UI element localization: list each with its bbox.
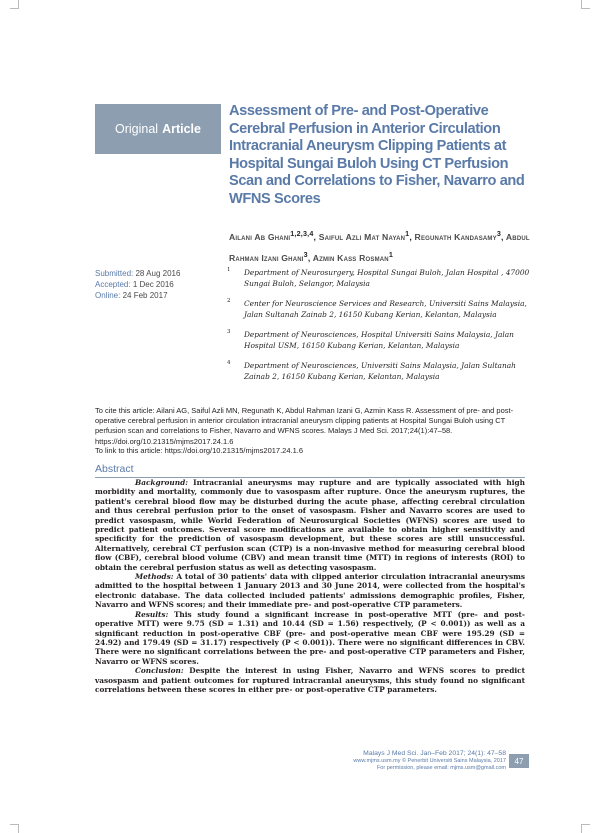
- page-number: 47: [509, 754, 529, 768]
- affiliation-text: Department of Neurosciences, Universiti Sains Malaysia, Jalan Sultanah Zainab 2, 16150 Kubang Kerian, Kelantan, Malaysia: [244, 361, 516, 381]
- affiliation-text: Center for Neuroscience Services and Research, Universiti Sains Malaysia, Jalan Sultanah Zainab 2, 16150 Kubang Kerian, Kelantan, Malaysia: [244, 299, 527, 319]
- journal-site: www.mjms.usm.my © Penerbit Universiti Sains Malaysia, 2017: [353, 758, 506, 764]
- author-sup: 1: [388, 250, 394, 259]
- affiliation-text: Department of Neurosciences, Hospital Universiti Sains Malaysia, Jalan Hospital USM, 16150 Kubang Kerian, Kelantan, Malaysia: [244, 330, 514, 350]
- affiliation-item: [227, 360, 542, 382]
- author-name: Saiful Azli Mat Nayan: [318, 231, 406, 242]
- abstract-background: [95, 478, 525, 572]
- journal-reference: Malays J Med Sci. Jan–Feb 2017; 24(1): 47–58: [363, 750, 506, 757]
- author-sup: 1,2,3,4: [290, 230, 314, 238]
- article-type-prefix: Original: [115, 122, 159, 136]
- affiliation-item: [227, 298, 542, 320]
- accepted-label: Accepted:: [95, 280, 131, 289]
- author-sup: 3: [496, 230, 502, 238]
- abstract-methods: [95, 572, 525, 610]
- conclusion-label: Conclusion:: [135, 666, 184, 676]
- crop-mark: [10, 824, 19, 833]
- affiliation-number: 2: [227, 298, 231, 304]
- online-label: Online:: [95, 291, 121, 300]
- article-dates: [95, 268, 220, 301]
- author-name: Azmin Kass Rosman: [312, 252, 389, 263]
- submitted-label: Submitted:: [95, 269, 134, 278]
- article-title: Assessment of Pre- and Post-Operative Cerebral Perfusion in Anterior Circulation Intracranial Aneurysm Clipping Patients at Hospital Sungai Buloh Using CT Perfusion Scan and Correlations to Fisher, Navarro and WFNS Scores: [229, 103, 525, 207]
- author-sup: 3: [303, 250, 308, 259]
- abstract-body: [95, 478, 525, 694]
- background-text: Intracranial aneurysms may rupture and are typically associated with high morbidity and mortality, commonly due to vasospasm after rupture. Once the aneurysm ruptures, the patient's cerebral blood flow may be disturbed during the acute phase, affecting cerebral circulation and thus cerebral perfusion prior to the onset of vasospasm. Fisher and Navarro scores are used to predict vasospasm, while World Federation of Neurosurgical Societies (WFNS) scores are used to predict patient outcomes. Several score modifications are available to obtain higher sensitivity and specificity for the prediction of vasospasm development, but these scores are still unsuccessful. Alternatively, cerebral CT perfusion scan (CTP) is a non-invasive method for measuring cerebral blood flow (CBF), cerebral blood volume (CBV) and mean transit time (MTT) in regions of interests (ROI) to obtain the cerebral perfusion status as well as detecting vasospasm.: [95, 478, 525, 572]
- permission-note: For permission, please email: mjms.usm@gmail.com: [376, 765, 506, 771]
- conclusion-text: Despite the interest in using Fisher, Navarro and WFNS scores to predict vasospasm and patient outcomes for ruptured intracranial aneurysms, this study found no significant correlations between these scores in either pre- or post-operative CTP parameters.: [95, 666, 526, 694]
- results-text: This study found a significant increase in post-operative MTT (pre- and post-operative MTT) were 9.75 (SD = 1.31) and 10.44 (SD = 1.56) respectively, (P < 0.001)) as well as a significant reduction in post-operative CBF (pre- and post-operative mean CBF were 195.29 (SD = 24.92) and 179.49 (SD = 31.17) respectively (P < 0.001)). There were no significant differences in CBV. There were no significant correlations between the pre- and post-operative CTP parameters and Fisher, Navarro or WFNS scores.: [95, 609, 525, 666]
- methods-text: A total of 30 patients' data with clipped anterior circulation intracranial aneurysms admitted to the hospital between 1 January 2013 and 30 June 2014, were collected from the hospital's electronic database. The data collected included patients' admissions demographic profiles, Fisher, Navarro and WFNS scores; and their immediate pre- and post-operative CTP parameters.: [95, 572, 525, 610]
- submitted-date: 28 Aug 2016: [135, 269, 181, 278]
- abstract-rule: [95, 463, 525, 478]
- online-date: 24 Feb 2017: [122, 291, 168, 300]
- author-name: Abdul Rahman Izani Ghani: [229, 231, 530, 263]
- affiliations: [227, 267, 542, 391]
- article-link[interactable]: To link to this article: https://doi.org/10.21315/mjms2017.24.1.6: [95, 446, 304, 455]
- affiliation-number: 3: [227, 329, 231, 335]
- crop-mark: [581, 824, 590, 833]
- crop-mark: [10, 0, 19, 9]
- affiliation-item: [227, 267, 542, 289]
- accepted-date: 1 Dec 2016: [132, 280, 174, 289]
- methods-label: Methods:: [135, 572, 174, 582]
- background-label: Background:: [135, 478, 188, 487]
- affiliation-text: Department of Neurosurgery, Hospital Sungai Buloh, Jalan Hospital , 47000 Sungai Buloh, Selangor, Malaysia: [244, 268, 530, 288]
- author-sup: 1: [405, 230, 410, 238]
- author-list: Ailani Ab Ghani$^{1,2,3,4}$, Saiful Azli Mat Nayan$^1$, Regunath Kandasamy$^3$, Abdul Rahman Izani Ghani$^3$, Azmin Kass Rosman$^1$: [229, 230, 530, 263]
- results-label: Results:: [135, 609, 169, 619]
- affiliation-item: [227, 329, 542, 351]
- abstract-results: [95, 610, 525, 666]
- article-type-suffix: Article: [162, 122, 201, 136]
- affiliation-number: 4: [227, 360, 231, 366]
- author-name: Ailani Ab Ghani: [229, 231, 291, 242]
- abstract-heading: Abstract: [95, 463, 140, 475]
- affiliation-number: 1: [227, 267, 231, 273]
- article-type-label: [95, 104, 221, 154]
- page-footer: [353, 749, 506, 772]
- crop-mark: [581, 0, 590, 9]
- abstract-conclusion: [95, 666, 525, 694]
- citation-text: To cite this article: Ailani AG, Saiful Azli MN, Regunath K, Abdul Rahman Izani G, Azmin Kass R. Assessment of pre- and post-operative cerebral perfusion in anterior circulation intracranial aneurysm clipping patients at Hospital Sungai Buloh using CT perfusion scan and correlations to Fisher, Navarro and WFNS scores. Malays J Med Sci. 2017;24(1):47–58. https://doi.org/10.21315/mjms2017.24.1.6: [95, 406, 514, 446]
- author-name: Regunath Kandasamy: [414, 231, 497, 242]
